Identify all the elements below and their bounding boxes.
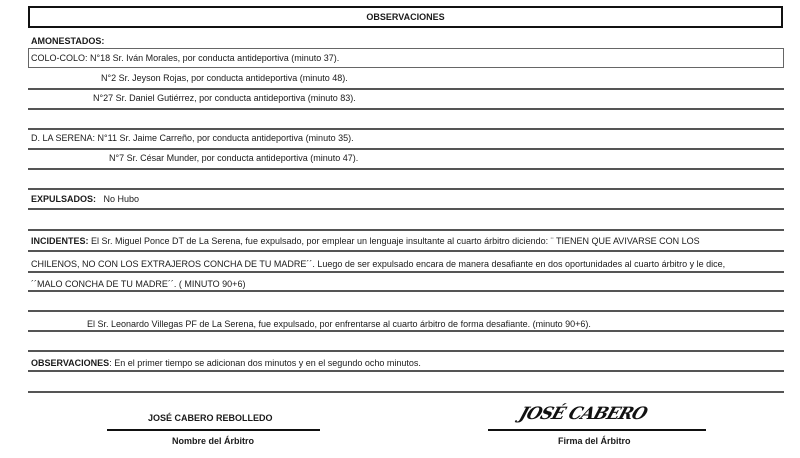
rule-line	[28, 148, 784, 150]
rule-line	[28, 168, 784, 170]
rule-line	[28, 88, 784, 90]
section-title	[28, 6, 783, 28]
rule-line	[28, 208, 784, 210]
rule-line	[28, 188, 784, 190]
rule-line	[28, 330, 784, 332]
rule-line	[28, 350, 784, 352]
observaciones-text: : En el primer tiempo se adicionan dos minutos y en el segundo ocho minutos.	[109, 358, 421, 368]
amonestado-row-2: N°2 Sr. Jeyson Rojas, por conducta antideportiva (minuto 48).	[101, 73, 348, 83]
expulsados-value: No Hubo	[103, 194, 140, 204]
amonestado-row-4: D. LA SERENA: N°11 Sr. Jaime Carreño, por conducta antideportiva (minuto 35).	[31, 133, 354, 143]
incidentes-line-2: CHILENOS, NO CON LOS EXTRAJEROS CONCHA DE TU MADRE´´. Luego de ser expulsado encara de manera desafiante en dos oportunidades al cuarto árbitro y le dice,	[31, 259, 726, 269]
section-title-text: OBSERVACIONES	[366, 12, 445, 22]
rule-line	[28, 370, 784, 372]
rule-line	[28, 271, 784, 273]
amonestado-row-1: COLO-COLO: N°18 Sr. Iván Morales, por conducta antideportiva (minuto 37).	[31, 53, 340, 63]
referee-signature: JOSÉ CABERO	[516, 404, 650, 424]
rule-line	[28, 128, 784, 130]
incidentes-line-1: El Sr. Miguel Ponce DT de La Serena, fue expulsado, por emplear un lenguaje insultante al cuarto árbitro diciendo: ¨ TIENEN QUE AVIVARSE CON LOS	[88, 236, 700, 246]
referee-name-caption: Nombre del Árbitro	[172, 436, 255, 446]
observaciones-label: OBSERVACIONES	[31, 358, 110, 368]
amonestado-row-5: N°7 Sr. César Munder, por conducta antideportiva (minuto 47).	[109, 153, 359, 163]
rule-line	[28, 229, 784, 231]
referee-name: JOSÉ CABERO REBOLLEDO	[148, 413, 273, 423]
rule-line	[28, 310, 784, 312]
expulsados-label: EXPULSADOS:	[31, 194, 97, 204]
incidentes-line-3: ´´MALO CONCHA DE TU MADRE´´. ( MINUTO 90+6)	[31, 279, 246, 289]
rule-line	[28, 290, 784, 292]
signature-line	[488, 429, 706, 431]
rule-line	[28, 250, 784, 252]
amonestados-label: AMONESTADOS:	[31, 36, 105, 46]
incidentes-label: INCIDENTES:	[31, 236, 89, 246]
rule-line	[28, 108, 784, 110]
rule-line	[28, 391, 784, 393]
referee-name-line	[107, 429, 320, 431]
amonestado-row-3: N°27 Sr. Daniel Gutiérrez, por conducta antideportiva (minuto 83).	[93, 93, 356, 103]
signature-caption: Firma del Árbitro	[558, 436, 631, 446]
incidentes-line-4: El Sr. Leonardo Villegas PF de La Serena, fue expulsado, por enfrentarse al cuarto árbitro de forma desafiante. (minuto 90+6).	[87, 319, 591, 329]
